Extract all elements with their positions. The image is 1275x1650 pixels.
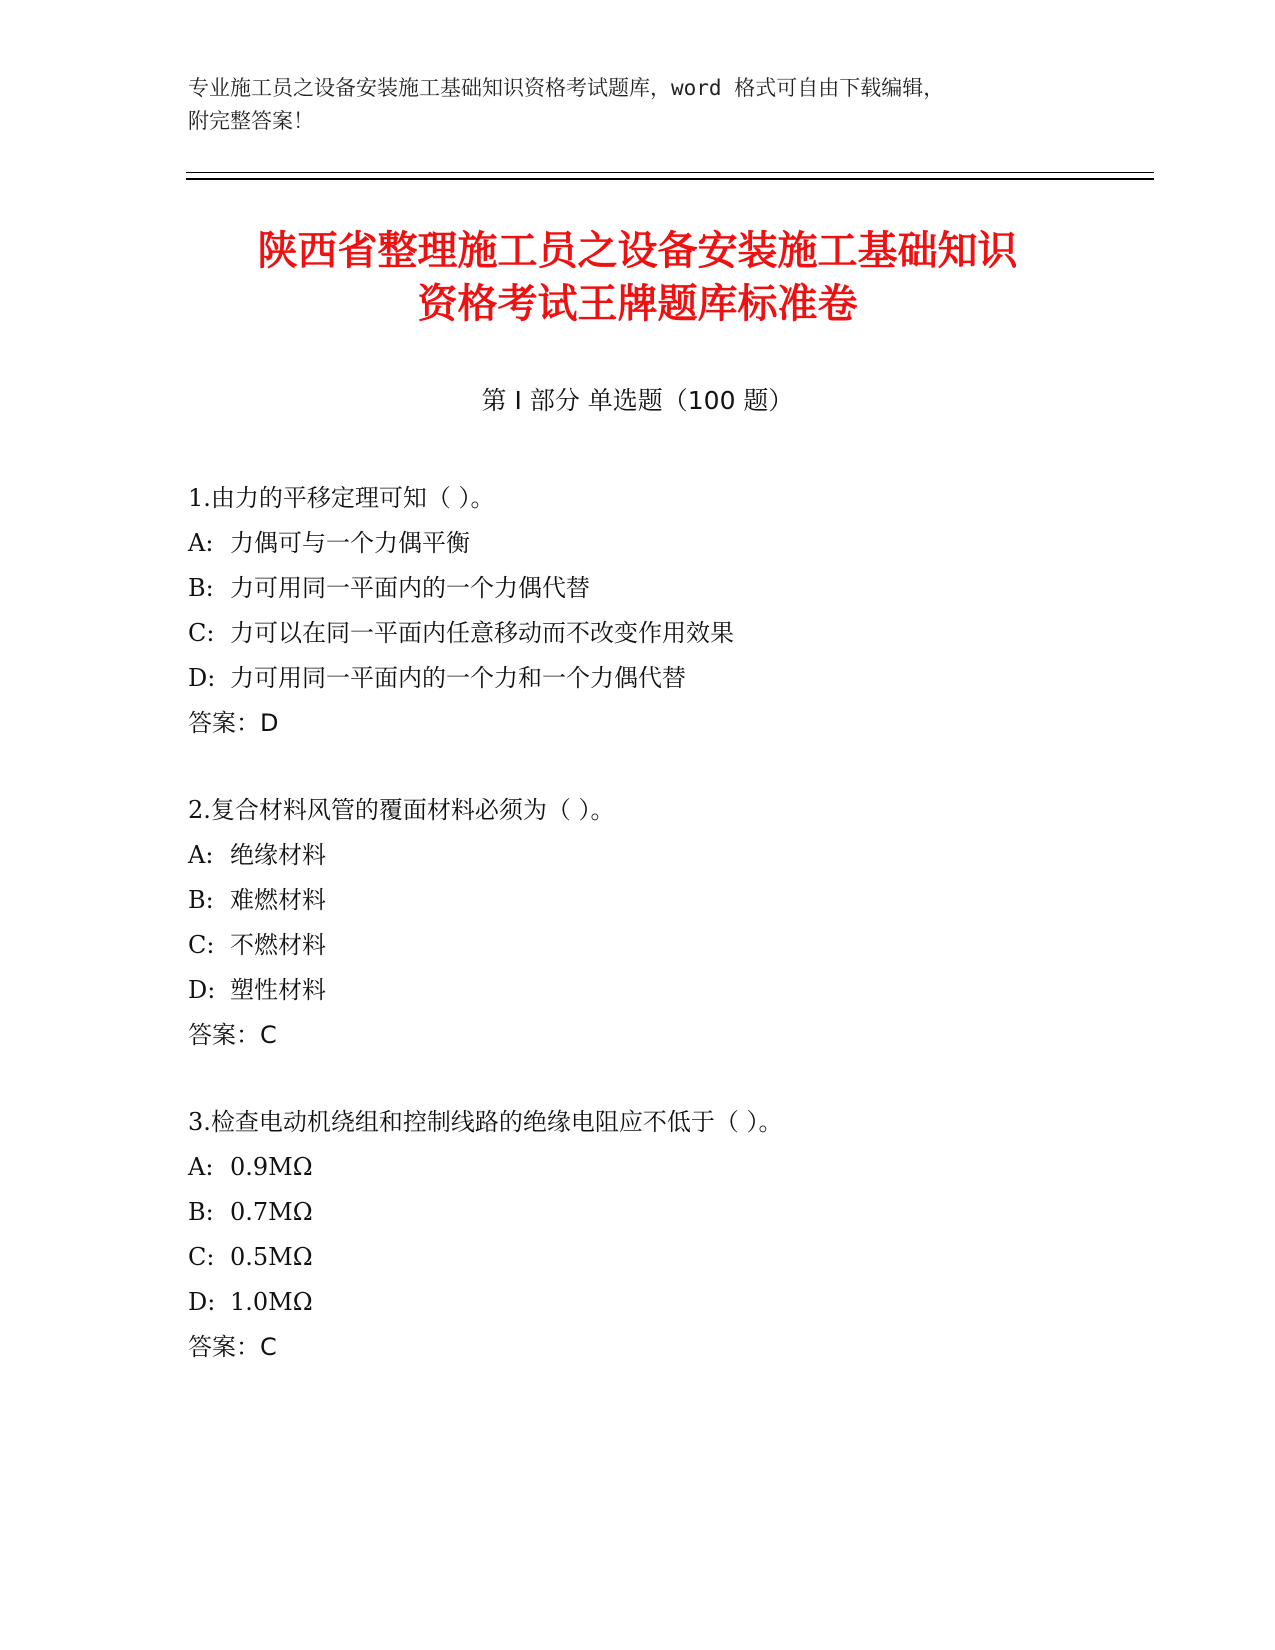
option-text: 力偶可与一个力偶平衡 <box>230 529 470 557</box>
header-divider-thick <box>186 178 1154 180</box>
header-note-line-1: 专业施工员之设备安装施工基础知识资格考试题库，word 格式可自由下载编辑， <box>188 76 945 100</box>
option-letter: D: <box>188 976 216 1004</box>
option-text: 绝缘材料 <box>230 841 326 869</box>
option-c <box>188 1235 1168 1280</box>
option-text: 力可用同一平面内的一个力和一个力偶代替 <box>230 664 686 692</box>
question-list <box>188 476 1168 1412</box>
option-a <box>188 521 1168 566</box>
option-letter: B: <box>188 886 214 914</box>
option-text: 力可用同一平面内的一个力偶代替 <box>230 574 590 602</box>
option-d <box>188 1280 1168 1325</box>
option-text: 0.9MΩ <box>230 1153 313 1181</box>
option-letter: D: <box>188 664 216 692</box>
question-1 <box>188 476 1168 746</box>
option-text: 0.7MΩ <box>230 1198 313 1226</box>
option-letter: A: <box>188 1153 214 1181</box>
option-text: 难燃材料 <box>230 886 326 914</box>
option-letter: C: <box>188 931 215 959</box>
question-3 <box>188 1100 1168 1370</box>
question-2 <box>188 788 1168 1058</box>
option-b <box>188 566 1168 611</box>
option-b <box>188 1190 1168 1235</box>
answer-line: 答案：C <box>188 1333 277 1361</box>
option-text: 不燃材料 <box>230 931 326 959</box>
answer-line: 答案：D <box>188 709 279 737</box>
option-a <box>188 1145 1168 1190</box>
document-title-line-1: 陕西省整理施工员之设备安装施工基础知识 <box>257 228 1018 274</box>
section-heading: 第 I 部分 单选题（100 题） <box>481 386 794 415</box>
document-title-line-2: 资格考试王牌题库标准卷 <box>417 281 858 327</box>
option-a <box>188 833 1168 878</box>
option-letter: C: <box>188 619 215 647</box>
document-title <box>80 225 1195 331</box>
header-divider-thin <box>186 172 1154 173</box>
question-stem: 1.由力的平移定理可知（ ）。 <box>188 484 495 512</box>
option-d <box>188 656 1168 701</box>
option-text: 1.0MΩ <box>230 1288 313 1316</box>
option-letter: D: <box>188 1288 216 1316</box>
option-letter: B: <box>188 574 214 602</box>
question-stem: 2.复合材料风管的覆面材料必须为（ ）。 <box>188 796 615 824</box>
header-note-line-2: 附完整答案！ <box>188 109 314 133</box>
option-text: 0.5MΩ <box>230 1243 313 1271</box>
question-stem: 3.检查电动机绕组和控制线路的绝缘电阻应不低于（ ）。 <box>188 1108 783 1136</box>
option-letter: A: <box>188 529 214 557</box>
option-text: 力可以在同一平面内任意移动而不改变作用效果 <box>230 619 734 647</box>
option-b <box>188 878 1168 923</box>
option-text: 塑性材料 <box>230 976 326 1004</box>
option-c <box>188 923 1168 968</box>
answer-line: 答案：C <box>188 1021 277 1049</box>
option-d <box>188 968 1168 1013</box>
option-c <box>188 611 1168 656</box>
option-letter: B: <box>188 1198 214 1226</box>
header-note <box>188 72 1088 138</box>
option-letter: A: <box>188 841 214 869</box>
option-letter: C: <box>188 1243 215 1271</box>
